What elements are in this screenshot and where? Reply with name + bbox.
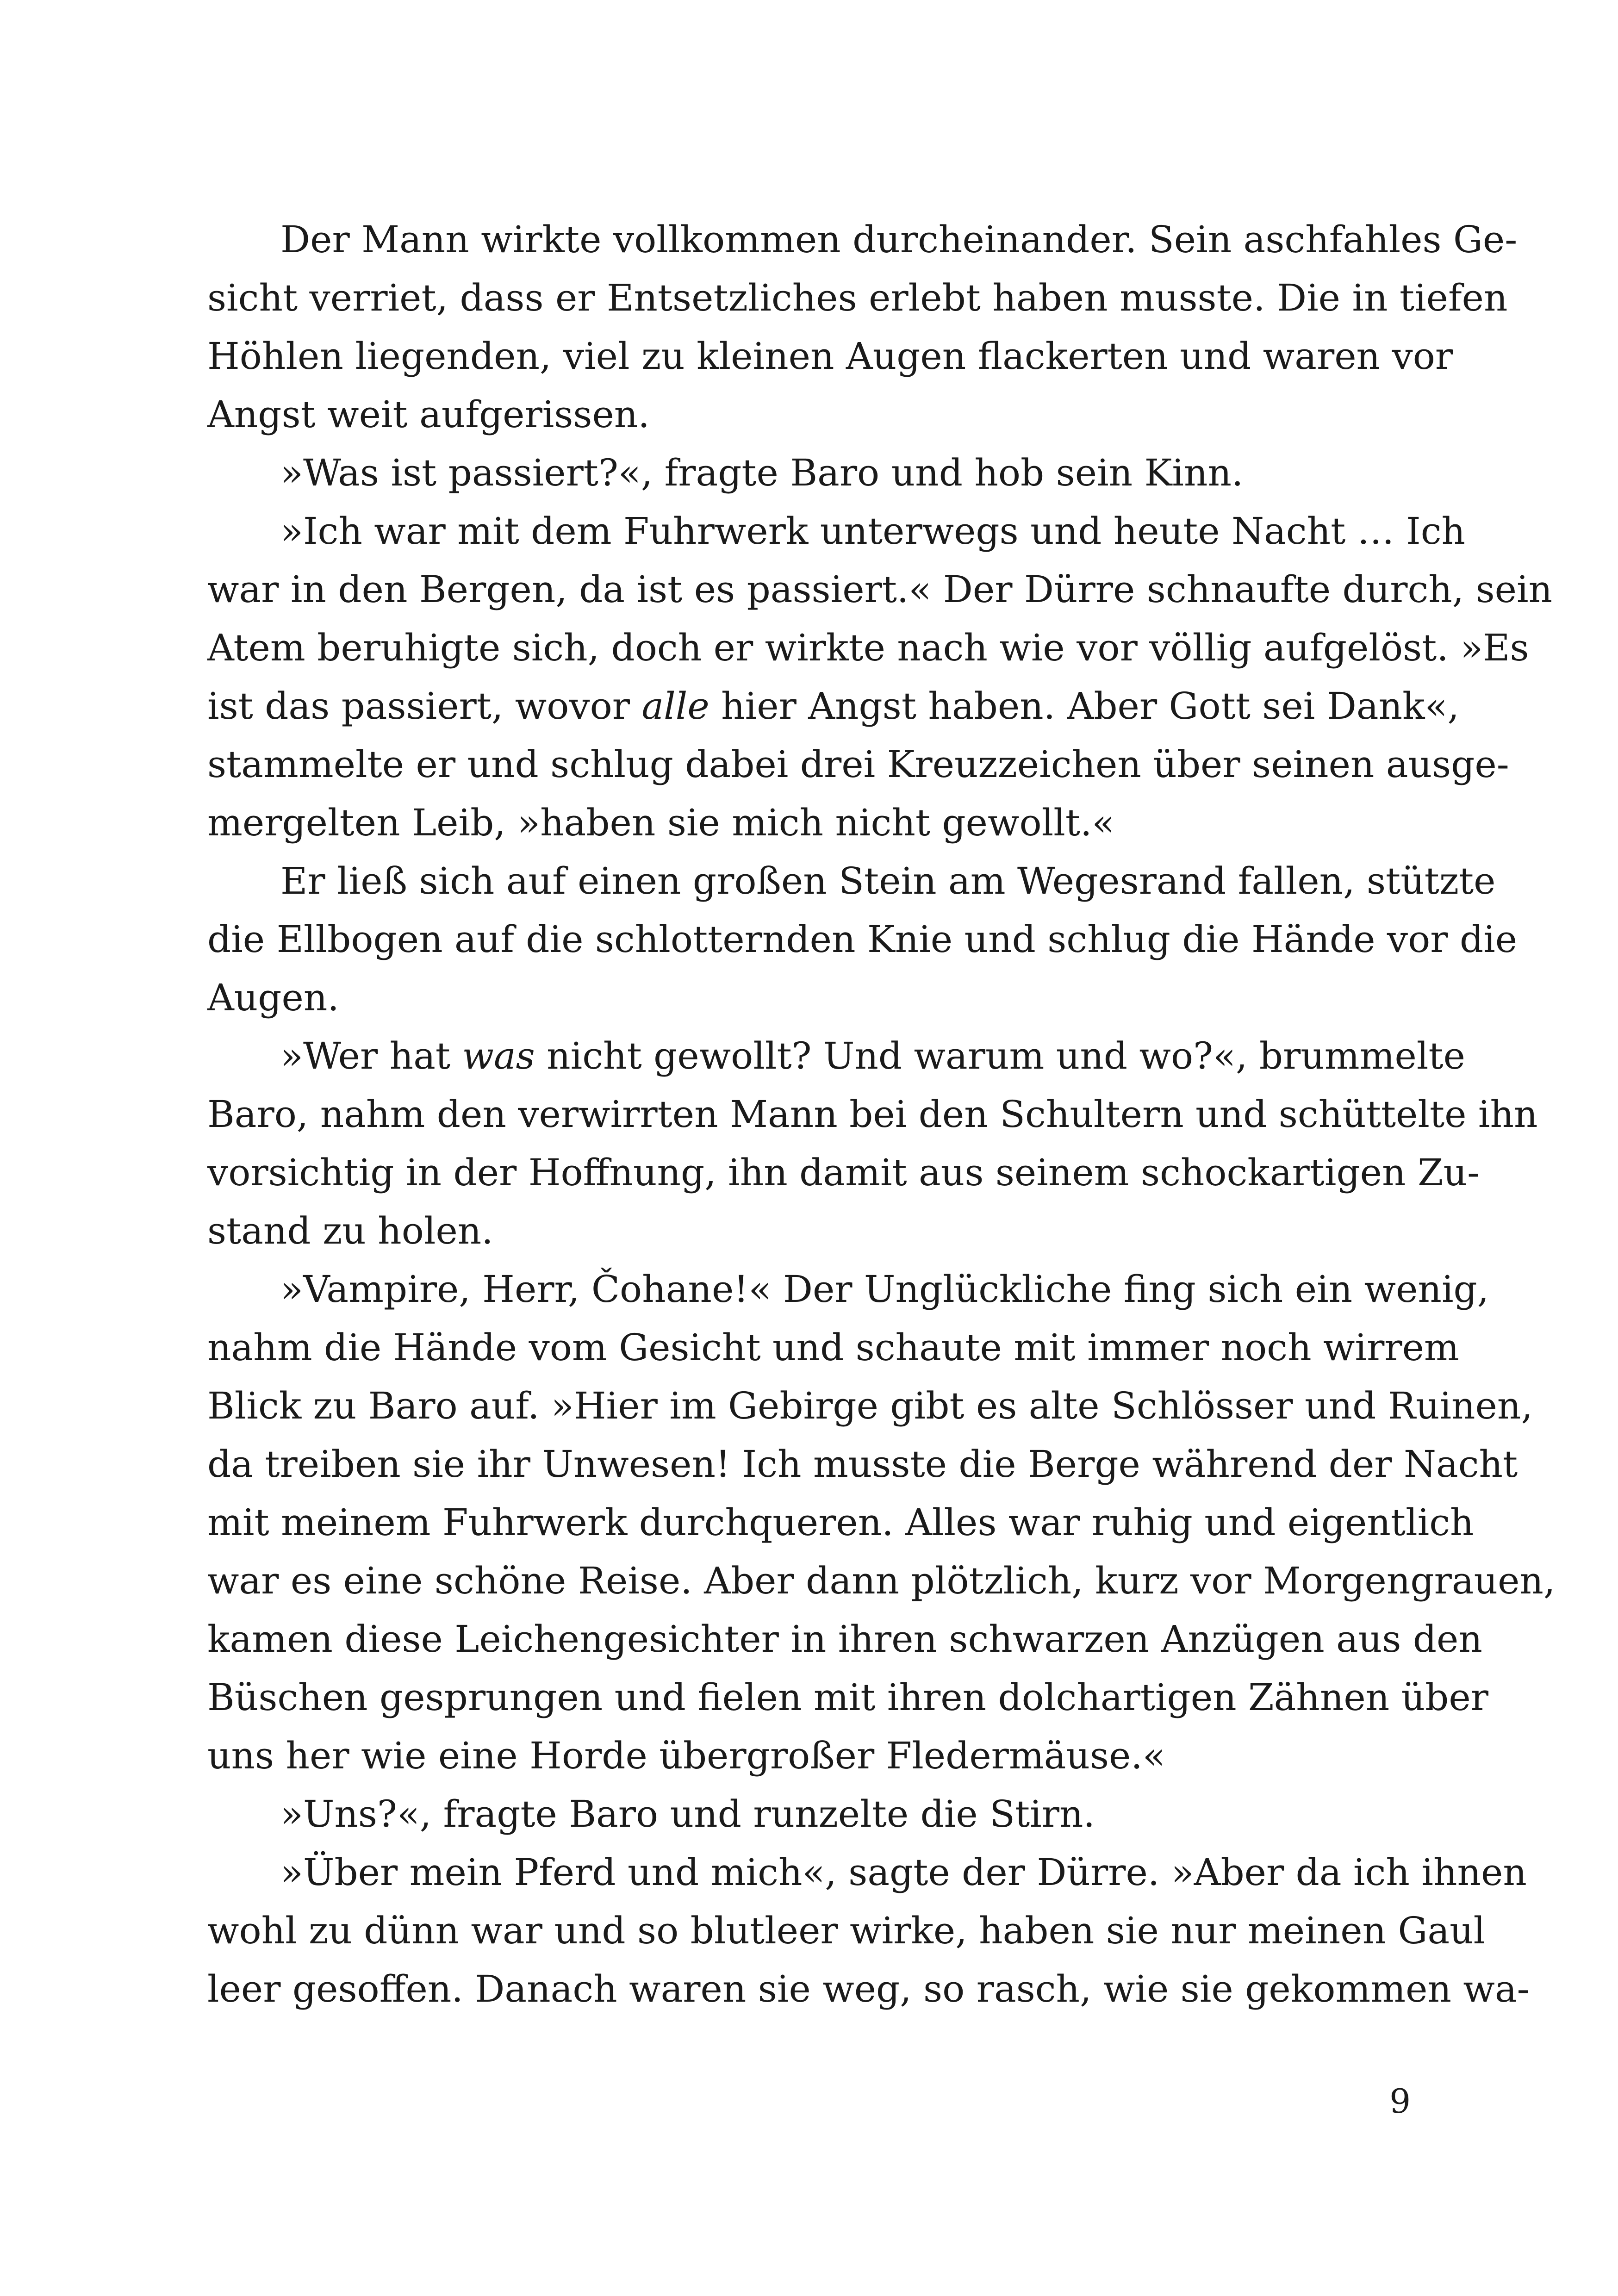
body-text [207,211,1556,2018]
line-text: hier Angst haben. Aber Gott sei Dank«, [709,684,1459,728]
text-line [207,1085,1538,1144]
line-text: stammelte er und schlug dabei drei Kreuzzeichen über seinen ausge- [207,743,1509,786]
line-text: mergelten Leib, »haben sie mich nicht gewollt.« [207,801,1115,844]
line-text: »Ich war mit dem Fuhrwerk unterwegs und heute Nacht … Ich [280,510,1466,553]
text-line [207,1960,1530,2018]
line-text: sicht verriet, dass er Entsetzliches erlebt haben musste. Die in tiefen [207,276,1508,319]
text-line [207,1610,1482,1668]
text-line [207,1493,1474,1552]
line-text: Atem beruhigte sich, doch er wirkte nach wie vor völlig aufgelöst. »Es [207,626,1529,669]
line-text: uns her wie eine Horde übergroßer Fledermäuse.« [207,1734,1165,1777]
line-text: Angst weit aufgerissen. [207,393,650,436]
text-line [207,1377,1533,1435]
line-text: »Uns?«, fragte Baro und runzelte die Stirn. [280,1792,1095,1836]
line-text: Augen. [207,976,339,1019]
text-line [207,1843,1527,1902]
text-line [207,1552,1556,1610]
line-text: war es eine schöne Reise. Aber dann plötzlich, kurz vor Morgengrauen, [207,1559,1556,1602]
line-text: »Vampire, Herr, Čohane!« Der Unglückliche fing sich ein wenig, [280,1268,1489,1311]
text-line [207,794,1411,852]
page-number: 9 [1389,2082,1411,2121]
text-line [207,211,1518,269]
line-text: Er ließ sich auf einen großen Stein am Wegesrand fallen, stützte [280,859,1496,902]
line-text: Der Mann wirkte vollkommen durcheinander. Sein aschfahles Ge- [280,218,1518,261]
line-text: Büschen gesprungen und fielen mit ihren dolchartigen Zähnen über [207,1676,1488,1719]
line-text: war in den Bergen, da ist es passiert.« Der Dürre schnaufte durch, sein [207,568,1553,611]
text-line [207,269,1508,327]
line-text: wohl zu dünn war und so blutleer wirke, haben sie nur meinen Gaul [207,1909,1486,1952]
text-line [207,1435,1518,1493]
emphasis-text: was [462,1034,535,1077]
line-text: nahm die Hände vom Gesicht und schaute mit immer noch wirrem [207,1326,1459,1369]
line-text: stand zu holen. [207,1209,493,1252]
line-text: Blick zu Baro auf. »Hier im Gebirge gibt es alte Schlösser und Ruinen, [207,1384,1533,1427]
text-line [207,1027,1465,1085]
text-line [207,1260,1489,1319]
line-text: Höhlen liegenden, viel zu kleinen Augen flackerten und waren vor [207,335,1453,378]
line-text: mit meinem Fuhrwerk durchqueren. Alles war ruhig und eigentlich [207,1501,1474,1544]
text-line [207,1202,1411,1260]
line-text: »Über mein Pferd und mich«, sagte der Dürre. »Aber da ich ihnen [280,1851,1527,1894]
text-line [207,327,1453,386]
text-line [207,1319,1459,1377]
line-text: leer gesoffen. Danach waren sie weg, so rasch, wie sie gekommen wa- [207,1967,1530,2010]
text-line [207,1727,1411,1785]
line-text: Baro, nahm den verwirrten Mann bei den Schultern und schüttelte ihn [207,1093,1538,1136]
line-text: »Was ist passiert?«, fragte Baro und hob sein Kinn. [280,451,1244,494]
line-text: die Ellbogen auf die schlotternden Knie und schlug die Hände vor die [207,918,1518,961]
text-line [207,1144,1480,1202]
line-text: ist das passiert, wovor [207,684,642,728]
text-line [207,560,1553,619]
text-line [207,677,1459,735]
text-line [207,619,1529,677]
text-line [207,502,1466,560]
line-text: da treiben sie ihr Unwesen! Ich musste die Berge während der Nacht [207,1443,1518,1486]
text-line [207,1668,1488,1727]
line-text: kamen diese Leichengesichter in ihren schwarzen Anzügen aus den [207,1618,1482,1661]
line-text: nicht gewollt? Und warum und wo?«, brummelte [535,1034,1465,1077]
text-line [207,735,1509,794]
text-line [207,910,1518,969]
text-line [207,444,1411,502]
text-line [207,1902,1486,1960]
text-line [207,969,1411,1027]
text-line [207,386,1411,444]
text-line [207,852,1496,910]
text-line [207,1785,1411,1843]
line-text: »Wer hat [280,1034,462,1077]
emphasis-text: alle [641,684,709,728]
line-text: vorsichtig in der Hoffnung, ihn damit aus seinem schockartigen Zu- [207,1151,1480,1194]
